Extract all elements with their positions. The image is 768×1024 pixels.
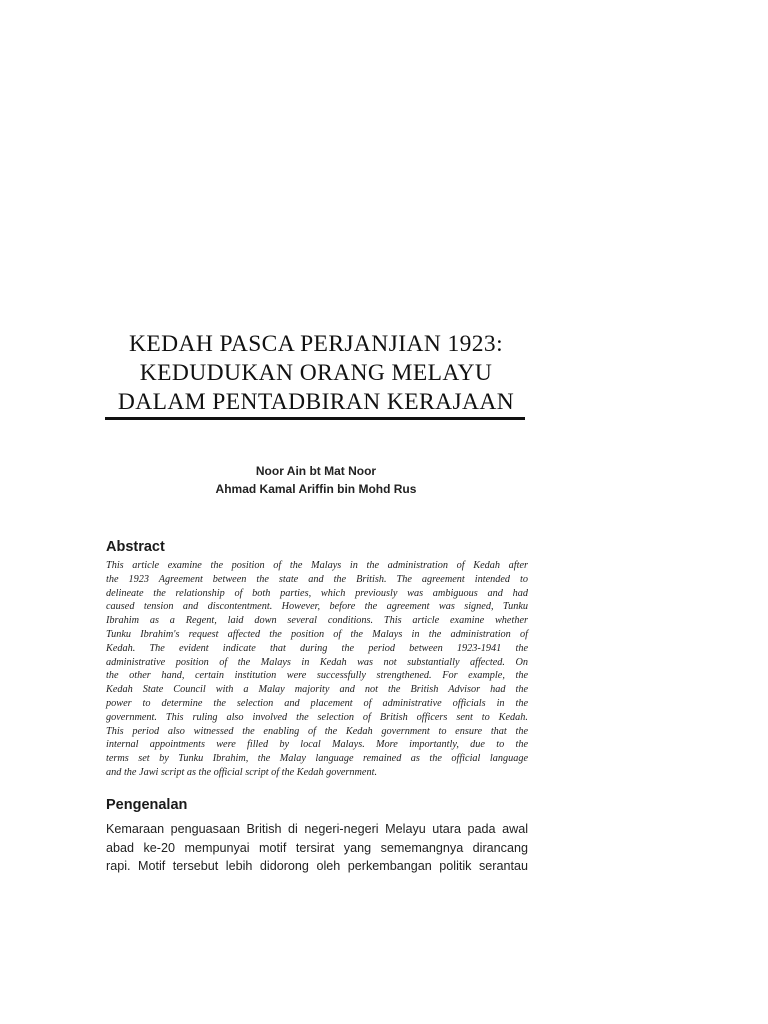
- abstract-line: government. This ruling also involved the selection of British officers sent to Kedah.: [106, 711, 528, 723]
- title-line: KEDUDUKAN ORANG MELAYU: [139, 360, 493, 386]
- abstract-line: internal appointments were filled by local Malays. More importantly, due to the: [106, 739, 528, 751]
- introduction-line: Kemaraan penguasaan British di negeri-negeri Melayu utara pada awal: [106, 822, 528, 836]
- abstract-heading: Abstract: [106, 539, 165, 555]
- abstract-line: Kedah. The evident indicate that during the period between 1923-1941 the: [106, 642, 528, 654]
- abstract-line: the 1923 Agreement between the state and the British. The agreement intended to: [106, 573, 528, 585]
- title-line: KEDAH PASCA PERJANJIAN 1923:: [129, 331, 503, 357]
- author-list: [104, 462, 528, 498]
- abstract-line: administrative position of the Malays in Kedah was not substantially affected. On: [106, 656, 528, 668]
- title-line: DALAM PENTADBIRAN KERAJAAN: [117, 389, 515, 415]
- author-name: Ahmad Kamal Ariffin bin Mohd Rus: [215, 482, 417, 496]
- article-title: [104, 330, 528, 417]
- abstract-line: and the Jawi script as the official script of the Kedah government.: [106, 766, 378, 778]
- abstract-line: delineate the relationship of both parties, which previously was ambiguous and had: [106, 587, 528, 599]
- abstract-line: the other hand, certain institution were successfully strengthened. For example, the: [106, 670, 528, 682]
- abstract-line: terms set by Tunku Ibrahim, the Malay language remained as the official language: [106, 753, 528, 765]
- abstract-line: This period also witnessed the enabling of the Kedah government to ensure that the: [106, 725, 528, 737]
- abstract-line: Ibrahim as a Regent, laid down several conditions. This article examine whether: [106, 615, 528, 627]
- abstract-line: Tunku Ibrahim's request affected the position of the Malays in the administration of: [106, 628, 528, 640]
- introduction-line: abad ke-20 mempunyai motif tersirat yang sememangnya dirancang: [106, 840, 528, 855]
- introduction-line: rapi. Motif tersebut lebih didorong oleh perkembangan politik serantau: [106, 859, 528, 874]
- abstract-line: caused tension and discontentment. However, before the agreement was signed, Tunku: [106, 601, 528, 613]
- abstract-line: Kedah State Council with a Malay majority and not the British Advisor had the: [106, 684, 528, 696]
- abstract-line: This article examine the position of the Malays in the administration of Kedah after: [106, 560, 528, 571]
- author-name: Noor Ain bt Mat Noor: [255, 464, 377, 478]
- introduction-heading: Pengenalan: [106, 797, 188, 813]
- abstract-line: power to determine the selection and placement of administrative officials in the: [106, 697, 528, 709]
- title-divider: [105, 417, 525, 420]
- introduction-body: [106, 820, 528, 876]
- abstract-body: [106, 559, 528, 780]
